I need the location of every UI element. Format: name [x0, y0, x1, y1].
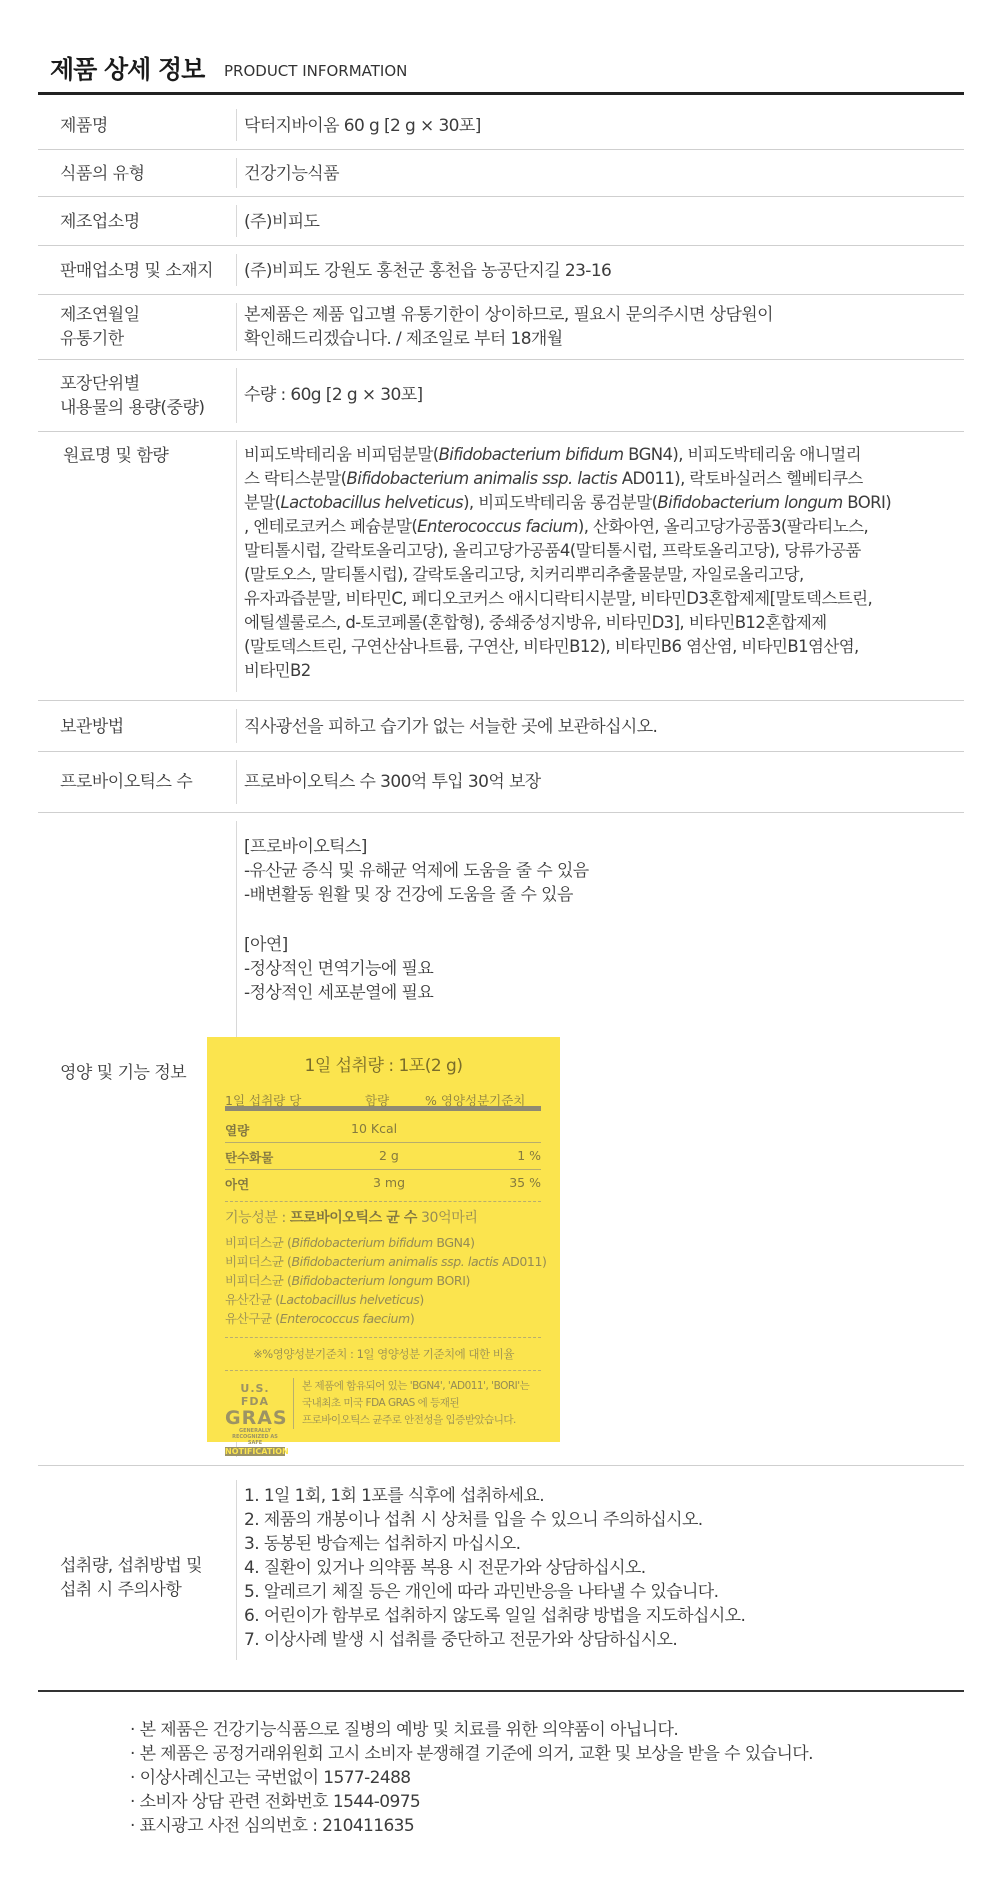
info-row-ingredients	[38, 432, 964, 701]
row-label: 프로바이오틱스 수	[60, 772, 193, 792]
info-row-manufacturer	[38, 197, 964, 246]
nutrition-title: 1일 섭취량 : 1포(2 g)	[304, 1056, 463, 1076]
page-subtitle: PRODUCT INFORMATION	[224, 62, 408, 80]
row-label: 판매업소명 및 소재지	[60, 261, 214, 281]
page-header	[38, 50, 964, 95]
row-value: 수량 : 60g [2 g × 30포]	[244, 385, 423, 405]
row-value: 건강기능식품	[244, 164, 339, 184]
info-row-product-name	[38, 101, 964, 150]
intake-text: 1. 1일 1회, 1회 1포를 식후에 섭취하세요. 2. 제품의 개봉이나 섭취 시 상처를 입을 수 있으니 주의하십시오. 3. 동봉된 방습제는 섭취하지 마십시오. 4. 질환이 있거나 의약품 복용 시 전문가와 상담하십시오. 5. 알레르기 체질 등은 개인에 따라 과민반응을 나타낼 수 있습니다. 6. 어린이가 함부로 섭취하지 않도록 일일 섭취량 방법을 지도하십시오. 7. 이상사례 발생 시 섭취를 중단하고 전문가와 상담하십시오.	[244, 1486, 746, 1650]
functional-ingredient: 기능성분 : 프로바이오틱스 균 수 30억마리	[225, 1210, 478, 1226]
notice-item: · 이상사례신고는 국번없이 1577-2488	[130, 1768, 411, 1788]
row-label: 영양 및 기능 정보	[60, 1063, 187, 1083]
info-row-food-type	[38, 150, 964, 197]
nutrition-header: 1일 섭취량 당 함량 % 영양성분기준치	[225, 1089, 541, 1111]
row-label: 포장단위별 내용물의 용량(중량)	[60, 374, 205, 418]
nutrition-row: 열량 10 Kcal	[225, 1116, 541, 1143]
ingredients-text: 비피도박테리움 비피덤분말(Bifidobacterium bifidum BGN4), 비피도박테리움 애니멀리 스 락티스분말(Bifidobacterium animalis ssp. lactis AD011), 락토바실러스 헬베티쿠스 분말(Lactobacillus helveticus), 비피도박테리움 롱검분말(Bifidobacterium longum BORI) , 엔테로코커스 페슘분말(Enterococcus facium), 산화아연, 올리고당가공품3(팔라티노스, 말티톨시럽, 갈락토올리고당), 올리고당가공품4(말티톨시럽, 프락토올리고당), 당류가공품 (말토오스, 말티톨시럽), 갈락토올리고당, 치커리뿌리추출물분말, 자일로올리고당, 유자과즙분말, 비타민C, 페디오코커스 애시디락티시분말, 비타민D3혼합제제[말토덱스트린, 에틸셀룰로스, d-토코페롤(혼합형), 중쇄중성지방유, 비타민D3], 비타민B12혼합제제 (말토덱스트린, 구연산삼나트륨, 구연산, 비타민B12), 비타민B6 염산염, 비타민B1염산염, 비타민B2	[244, 445, 892, 680]
nutrition-row: 아연 3 mg 35 %	[225, 1175, 541, 1192]
row-label: 보관방법	[60, 717, 124, 737]
row-label: 제품명	[60, 116, 108, 136]
row-value: (주)비피도	[244, 212, 320, 232]
info-row-probiotics	[38, 752, 964, 813]
fda-gras-logo: U.S. FDA GRAS GENERALLY RECOGNIZED AS SAFE NOTIFICATION	[225, 1382, 289, 1456]
page-title: 제품 상세 정보	[50, 55, 205, 84]
info-row-package	[38, 360, 964, 432]
notice-item: · 소비자 상담 관련 전화번호 1544-0975	[130, 1792, 421, 1812]
section-divider	[38, 1690, 964, 1692]
notice-item: · 본 제품은 공정거래위원회 고시 소비자 분쟁해결 기준에 의거, 교환 및 보상을 받을 수 있습니다.	[130, 1744, 813, 1764]
nutrition-row: 탄수화물 2 g 1 %	[225, 1143, 541, 1170]
row-label: 제조연월일 유통기한	[60, 305, 140, 349]
fda-gras-text: 본 제품에 함유되어 있는 'BGN4', 'AD011', 'BORI'는 국내최초 미국 FDA GRAS 에 등재된 프로바이오틱스 균주로 안전성을 입증받았습니다.	[293, 1378, 548, 1429]
info-row-storage	[38, 701, 964, 752]
function-info-text: [프로바이오틱스] -유산균 증식 및 유해균 억제에 도움을 줄 수 있음 -배변활동 원활 및 장 건강에 도움을 줄 수 있음 [아연] -정상적인 면역기능에 필요 -정상적인 세포분열에 필요	[244, 837, 589, 1003]
row-label: 제조업소명	[60, 212, 140, 232]
row-label: 식품의 유형	[60, 164, 145, 184]
row-value: 본제품은 제품 입고별 유통기한이 상이하므로, 필요시 문의주시면 상담원이 확인해드리겠습니다. / 제조일로 부터 18개월	[244, 305, 773, 349]
info-row-intake	[38, 1466, 964, 1670]
nutrition-facts-box	[207, 1037, 560, 1456]
nutrition-note: ※%영양성분기준치 : 1일 영양성분 기준치에 대한 비율	[253, 1347, 514, 1361]
row-value: (주)비피도 강원도 홍천군 홍천읍 농공단지길 23-16	[244, 261, 612, 281]
info-row-seller	[38, 246, 964, 295]
row-value: 프로바이오틱스 수 300억 투입 30억 보장	[244, 772, 541, 792]
row-label: 섭취량, 섭취방법 및 섭취 시 주의사항	[60, 1556, 203, 1600]
row-label: 원료명 및 함량	[63, 446, 169, 466]
notice-item: · 본 제품은 건강기능식품으로 질병의 예방 및 치료를 위한 의약품이 아닙니다.	[130, 1720, 679, 1740]
notice-item: · 표시광고 사전 심의번호 : 210411635	[130, 1816, 415, 1836]
row-value: 직사광선을 피하고 습기가 없는 서늘한 곳에 보관하십시오.	[244, 717, 658, 737]
strain-list: 비피더스균 (Bifidobacterium bifidum BGN4) 비피더스균 (Bifidobacterium animalis ssp. lactis AD011) 비피더스균 (Bifidobacterium longum BORI) 유산간균 (Lactobacillus helveticus) 유산구균 (Enterococcus faecium)	[225, 1235, 547, 1326]
notice-list	[130, 1718, 813, 1838]
row-value: 닥터지바이옴 60 g [2 g × 30포]	[244, 116, 481, 136]
info-row-expiry	[38, 295, 964, 360]
